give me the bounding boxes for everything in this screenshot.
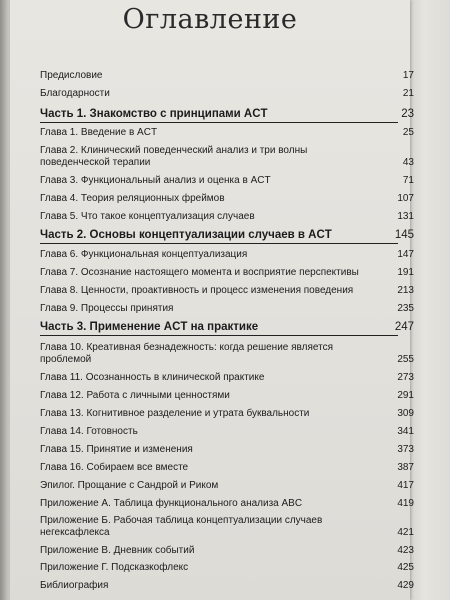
toc-entry-page: 291 (397, 390, 414, 401)
toc-entry-page: 147 (397, 249, 414, 260)
toc-entry-page: 235 (397, 303, 414, 314)
toc-entry-label: Глава 13. Когнитивное разделение и утрата буквальности (40, 408, 310, 419)
toc-entry-label: Глава 2. Клинический поведенческий анализ и три волны поведенческой терапии (40, 145, 308, 168)
toc-entry-label: Глава 12. Работа с личными ценностями (40, 390, 230, 401)
toc-entry-page: 255 (397, 354, 414, 365)
toc-entry-page: 429 (397, 580, 414, 591)
toc-entry-page: 17 (402, 70, 414, 81)
toc-entry-label: Глава 11. Осознанность в клинической практике (40, 372, 265, 383)
toc-entry-label: Глава 4. Теория реляционных фреймов (40, 193, 225, 204)
toc-entry-page: 247 (394, 321, 414, 333)
toc-entry-label: Предисловие (40, 70, 103, 81)
toc-entry-page: 43 (402, 157, 414, 168)
toc-entry-label: Глава 10. Креативная безнадежность: когда решение является проблемой (40, 342, 333, 365)
toc-entry-label: Приложение В. Дневник событий (40, 545, 195, 556)
toc-entry-page: 387 (397, 462, 414, 473)
toc-entry-page: 417 (397, 480, 414, 491)
toc-entry-page: 145 (394, 229, 414, 241)
toc-entry-page: 341 (397, 426, 414, 437)
toc-entry-label: Приложение Г. Подсказкофлекс (40, 562, 189, 573)
page-title: Оглавление (122, 4, 298, 35)
toc-entry-page: 425 (397, 562, 414, 573)
toc-entry-page: 309 (397, 408, 414, 419)
toc-entry-page: 213 (397, 285, 414, 296)
toc-entry-page: 71 (402, 175, 414, 186)
toc-entry-label: Глава 3. Функциональный анализ и оценка в ACT (40, 175, 271, 186)
toc-entry-label: Глава 16. Собираем все вместе (40, 462, 189, 473)
toc-part-label: Часть 3. Применение ACT на практике (40, 321, 259, 333)
toc-entry-page: 131 (397, 211, 414, 222)
toc-entry-label: Глава 15. Принятие и изменения (40, 444, 193, 455)
toc-entry-label: Глава 6. Функциональная концептуализация (40, 249, 248, 260)
toc-part-label: Часть 2. Основы концептуализации случаев в ACT (40, 229, 332, 241)
toc-entry-label: Глава 14. Готовность (40, 426, 138, 437)
toc-entry-label: Приложение А. Таблица функционального анализа ABC (40, 498, 303, 509)
toc-entry-page: 423 (397, 545, 414, 556)
toc-part-label: Часть 1. Знакомство с принципами ACT (40, 108, 268, 120)
toc-entry-page: 373 (397, 444, 414, 455)
facing-page-edge (408, 0, 450, 600)
toc-entry-page: 21 (402, 88, 414, 99)
toc-entry-page: 273 (397, 372, 414, 383)
toc-entry-label: Библиография (40, 580, 109, 591)
part-3-rule (40, 335, 398, 336)
toc-entry-page: 107 (397, 193, 414, 204)
toc-entry-label: Глава 5. Что такое концептуализация случаев (40, 211, 255, 222)
toc-page (10, 0, 414, 600)
part-1-rule (40, 122, 398, 123)
toc-entry-label: Глава 8. Ценности, проактивность и процесс изменения поведения (40, 285, 354, 296)
toc-entry-page: 419 (397, 498, 414, 509)
toc-entry-page: 421 (397, 527, 414, 538)
toc-entry-label: Благодарности (40, 88, 110, 99)
toc-entry-label: Эпилог. Прощание с Сандрой и Риком (40, 480, 219, 491)
toc-entry-label: Глава 1. Введение в ACT (40, 127, 158, 138)
toc-entry-page: 23 (401, 108, 414, 120)
toc-entry-label: Глава 7. Осознание настоящего момента и восприятие перспективы (40, 267, 359, 278)
toc-entry-page: 25 (402, 127, 414, 138)
part-2-rule (40, 243, 398, 244)
toc-entry-page: 191 (397, 267, 414, 278)
toc-entry-label: Приложение Б. Рабочая таблица концептуализации случаев негексафлекса (40, 515, 323, 538)
toc-entry-label: Глава 9. Процессы принятия (40, 303, 174, 314)
